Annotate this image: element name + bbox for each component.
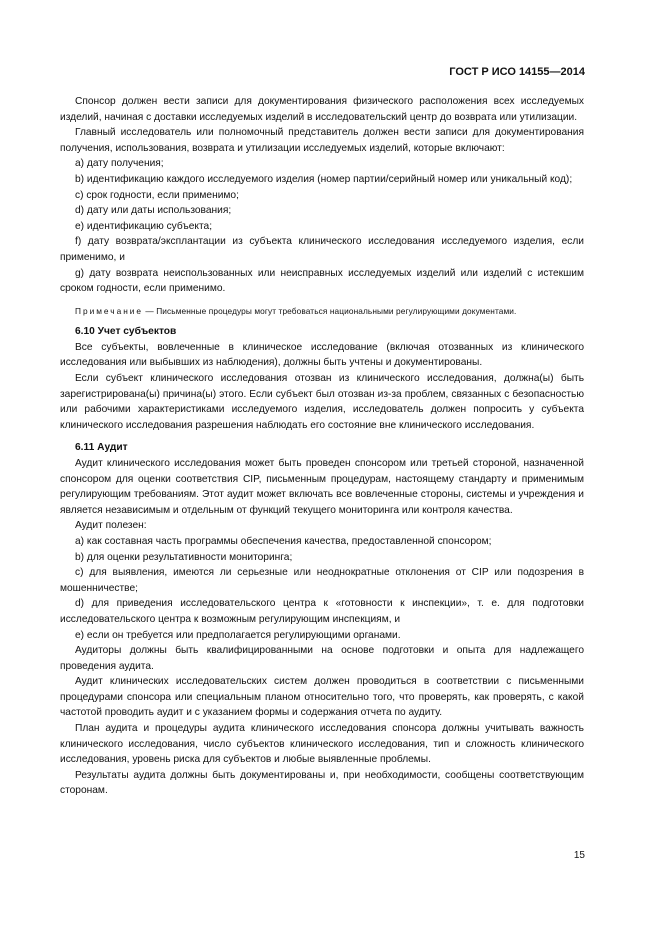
list-item: b) для оценки результативности мониторинга;	[75, 551, 293, 563]
intro-paragraph: Спонсор должен вести записи для документирования физического расположения всех исследуемых изделий, начиная с доставки исследуемых изделий в исследовательский центр до возврата или утилизации.	[60, 96, 584, 123]
paragraph: Все субъекты, вовлеченные в клиническое исследование (включая отозванных из клинического исследования или выбывших из наблюдения), должны быть учтены и документированы.	[60, 341, 584, 369]
paragraph: Аудиторы должны быть квалифицированными на основе подготовки и опыта для надлежащего проведения аудита.	[60, 645, 584, 672]
note-text: — Письменные процедуры могут требоваться национальными регулирующими документами.	[143, 305, 517, 316]
document-header: ГОСТ Р ИСО 14155—2014	[449, 66, 585, 78]
list-item: g) дату возврата неиспользованных или неисправных исследуемых изделий или изделий с истекшим сроком годности, если применимо.	[60, 267, 584, 295]
paragraph: Результаты аудита должны быть документированы и, при необходимости, сообщены соответствующим сторонам.	[60, 769, 584, 797]
intro-paragraph: Главный исследователь или полномочный представитель должен вести записи для документирования получения, использования, возврата и утилизации исследуемых изделий, которые включают:	[60, 127, 584, 154]
paragraph: Аудит полезен:	[75, 520, 147, 532]
note	[60, 305, 584, 318]
list-item: a) как составная часть программы обеспечения качества, предоставленной спонсором;	[75, 535, 492, 547]
list-item: b) идентификацию каждого исследуемого изделия (номер партии/серийный номер или уникальный код);	[75, 173, 573, 185]
page-number: 15	[573, 850, 585, 861]
paragraph: Аудит клинических исследовательских систем должен проводиться в соответствии с письменными процедурами спонсора или специальным планом относительно того, что проверять, как проверять, с какой частотой проводить аудит и с указанием формы и содержания отчета по аудиту.	[60, 676, 584, 719]
paragraph: Аудит клинического исследования может быть проведен спонсором или третьей стороной, назначенной спонсором для оценки соответствия CIP, письменным процедурам, настоящему стандарту и применимым регулирующим требованиям. Этот аудит может включать все вовлеченные стороны, системы и учреждения и является независимым и отдельным от функций текущего мониторинга или контроля качества.	[60, 457, 584, 516]
section-heading: 6.10 Учет субъектов	[75, 326, 177, 338]
list-item: d) для приведения исследовательского центра к «готовности к инспекции», т. е. для подготовки исследовательского центра к возможным регулирующим инспекциям, и	[60, 598, 584, 625]
list-item: f) дату возврата/эксплантации из субъекта клинического исследования исследуемого изделия, если применимо, и	[60, 236, 584, 263]
note-label: Примечание	[75, 305, 144, 316]
list-item: c) для выявления, имеются ли серьезные или неоднократные отклонения от CIP или подозрения в мошенничестве;	[60, 567, 584, 594]
list-item: c) срок годности, если применимо;	[75, 189, 239, 201]
paragraph: Если субъект клинического исследования отозван из клинического исследования, должна(ы) быть зарегистрирована(ы) причина(ы) этого. Если субъект был отозван из-за проблем, связанных с безопасностью или рабочими характеристиками исследуемого изделия, исследователь должен попросить у субъекта клинического исследования разрешения наблюдать его состояние вне клинического исследования.	[60, 373, 584, 431]
paragraph: План аудита и процедуры аудита клинического исследования спонсора должны учитывать важность клинического исследования, число субъектов клинического исследования, тип и сложность клинического исследования, уровень риска для субъектов и любые выявленные проблемы.	[60, 723, 584, 766]
list-item: a) дату получения;	[75, 158, 164, 170]
list-item: e) идентификацию субъекта;	[75, 220, 213, 232]
list-item: d) дату или даты использования;	[75, 205, 232, 217]
document-body	[60, 94, 584, 799]
section-heading: 6.11 Аудит	[75, 442, 128, 454]
list-item: e) если он требуется или предполагается регулирующими органами.	[75, 629, 401, 641]
